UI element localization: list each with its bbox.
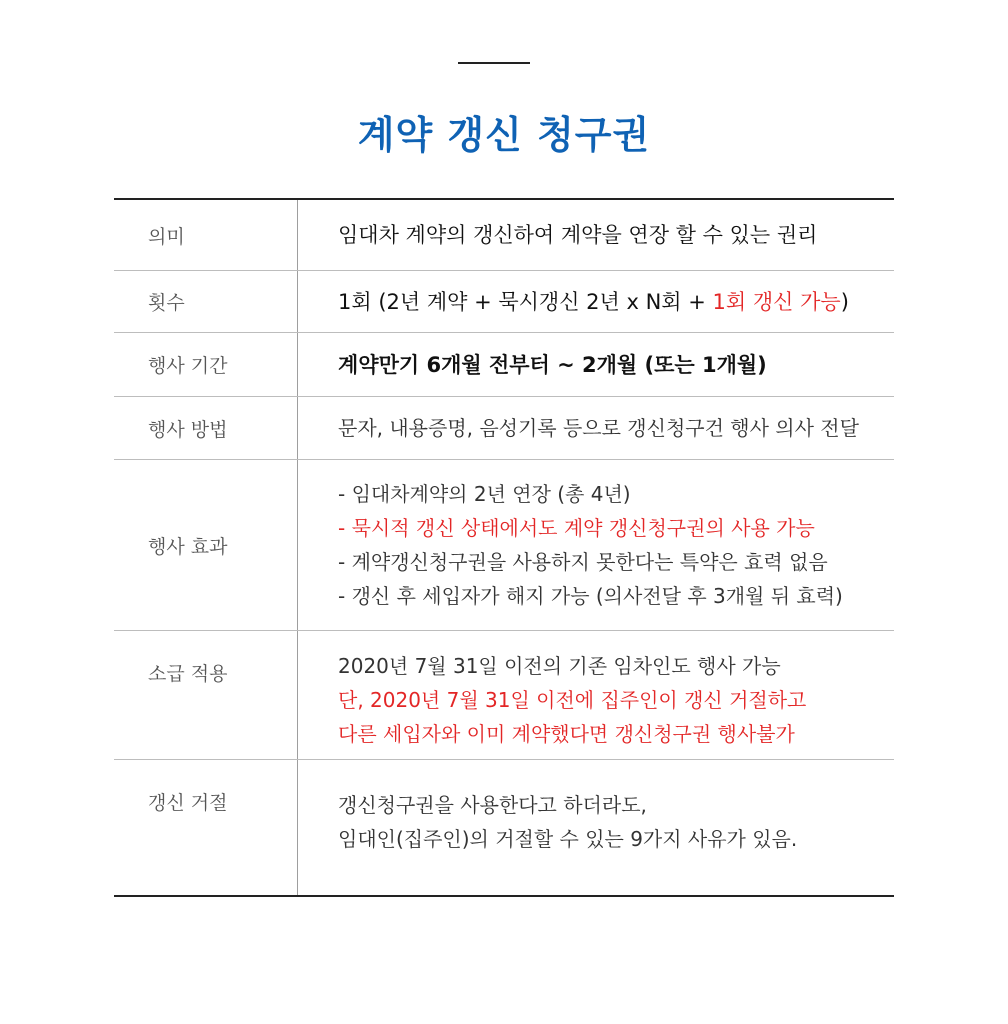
info-table	[114, 198, 894, 897]
row-text-highlight: 단, 2020년 7월 31일 이전에 집주인이 갱신 거절하고	[338, 688, 807, 712]
row-text: 갱신청구권을 사용한다고 하더라도,	[338, 793, 647, 817]
row-label: 행사 효과	[114, 460, 298, 630]
row-text: - 갱신 후 세입자가 해지 가능 (의사전달 후 3개월 뒤 효력)	[338, 584, 843, 608]
row-label: 행사 기간	[114, 333, 298, 396]
row-label: 횟수	[114, 271, 298, 332]
row-text: 문자, 내용증명, 음성기록 등으로 갱신청구건 행사 의사 전달	[338, 416, 859, 440]
row-content	[298, 271, 894, 332]
table-row-meaning	[114, 200, 894, 271]
row-text: 2020년 7월 31일 이전의 기존 임차인도 행사 가능	[338, 654, 781, 678]
row-content	[298, 460, 894, 630]
title-top-rule	[458, 62, 530, 64]
row-content	[298, 760, 894, 895]
count-text-highlight: 1회 갱신 가능	[712, 289, 841, 314]
row-text: - 임대차계약의 2년 연장 (총 4년)	[338, 482, 631, 506]
count-text-prefix: 1회 (2년 계약 + 묵시갱신 2년 x N회 +	[338, 289, 713, 314]
row-content	[298, 333, 894, 396]
table-row-count	[114, 271, 894, 333]
row-label: 의미	[114, 200, 298, 270]
table-row-refusal	[114, 760, 894, 895]
row-content	[298, 631, 894, 759]
row-content	[298, 200, 894, 270]
row-text-highlight: 다른 세입자와 이미 계약했다면 갱신청구권 행사불가	[338, 722, 795, 746]
row-label: 소급 적용	[114, 631, 298, 759]
table-row-method	[114, 397, 894, 460]
row-label: 갱신 거절	[114, 760, 298, 895]
page-title: 계약 갱신 청구권	[357, 113, 651, 157]
count-text-suffix: )	[840, 289, 849, 314]
row-text: - 계약갱신청구권을 사용하지 못한다는 특약은 효력 없음	[338, 550, 828, 574]
table-row-retroactive	[114, 631, 894, 760]
row-text	[338, 285, 894, 319]
row-text: 임대인(집주인)의 거절할 수 있는 9가지 사유가 있음.	[338, 827, 798, 851]
row-text: 계약만기 6개월 전부터 ~ 2개월 (또는 1개월)	[338, 352, 767, 377]
table-row-period	[114, 333, 894, 397]
row-content	[298, 397, 894, 459]
row-text-highlight: - 묵시적 갱신 상태에서도 계약 갱신청구권의 사용 가능	[338, 516, 815, 540]
table-row-effect	[114, 460, 894, 631]
row-text: 임대차 계약의 갱신하여 계약을 연장 할 수 있는 권리	[338, 223, 818, 247]
row-label: 행사 방법	[114, 397, 298, 459]
